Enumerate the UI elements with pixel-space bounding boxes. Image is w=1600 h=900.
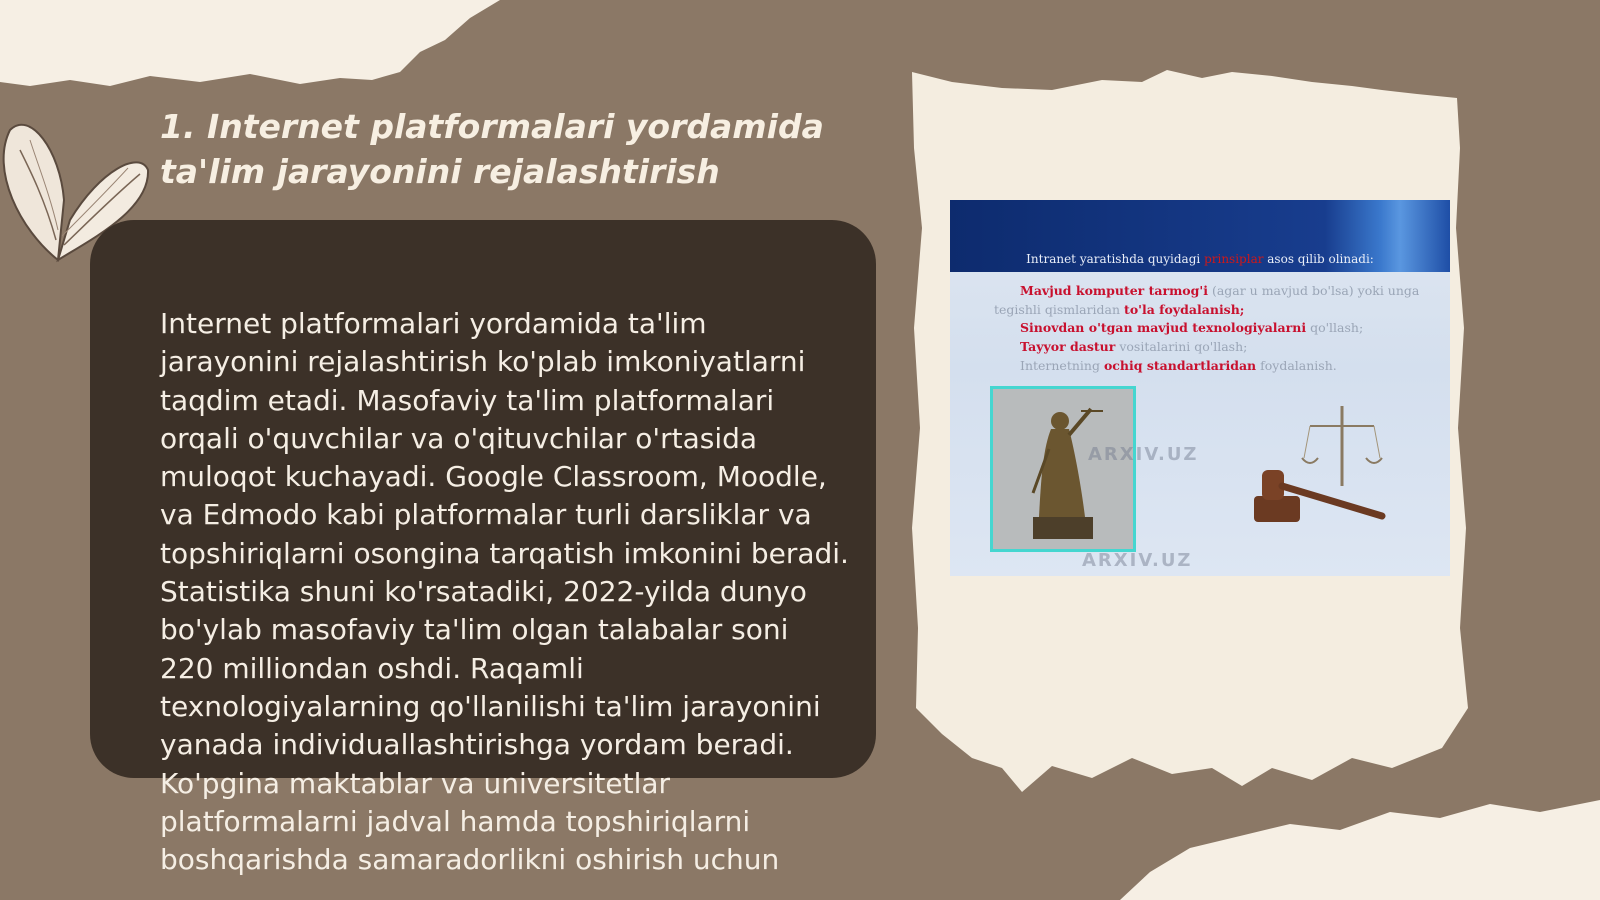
scales-and-gavel-image (1242, 396, 1402, 536)
slide-image-heading: Intranet yaratishda quyidagi prinsiplar asos qilib olinadi: (1026, 252, 1374, 266)
watermark-text: ARXIV.UZ (1088, 444, 1199, 465)
embedded-slide-image (950, 200, 1450, 576)
justice-statue-image (990, 386, 1136, 552)
list-item: Sinovdan o'tgan mavjud texnologiyalarni qo'llash; (1020, 320, 1364, 336)
list-item: tegishli qismlaridan to'la foydalanish; (994, 301, 1245, 317)
body-text: Internet platformalari yordamida ta'lim jarayonini rejalashtirish ko'plab imkoniyatlarni taqdim etadi. Masofaviy ta'lim platformalari orqali o'quvchilar va o'qituvchilar o'rtasida muloqot kuchayadi. Google Classroom, Moodle, va Edmodo kabi platformalar turli darsliklar va topshiriqlarni osongina tarqatish imkonini beradi. Statistika shuni ko'rsatadiki, 2022-yilda dunyo bo'ylab masofaviy ta'lim olgan talabalar soni 220 milliondan oshdi. Raqamli texnologiyalarning qo'llanilishi ta'lim jarayonini yanada individuallashtirishga yordam beradi. Ko'pgina maktablar va universitetlar platformalarni jadval hamda topshiriqlarni boshqarishda samaradorlikni oshirish uchun (160, 307, 849, 877)
watermark-text: ARXIV.UZ (1082, 550, 1193, 571)
list-item: Tayyor dastur vositalarini qo'llash; (1020, 339, 1248, 355)
slide-title: 1. Internet platformalari yordamida ta'lim jarayonini rejalashtirish (160, 107, 824, 191)
list-item: Internetning ochiq standartlaridan foydalanish. (1020, 357, 1337, 373)
list-item: Mavjud komputer tarmog'i (agar u mavjud bo'lsa) yoki unga (1020, 283, 1420, 298)
slide-image-list (994, 282, 1434, 376)
